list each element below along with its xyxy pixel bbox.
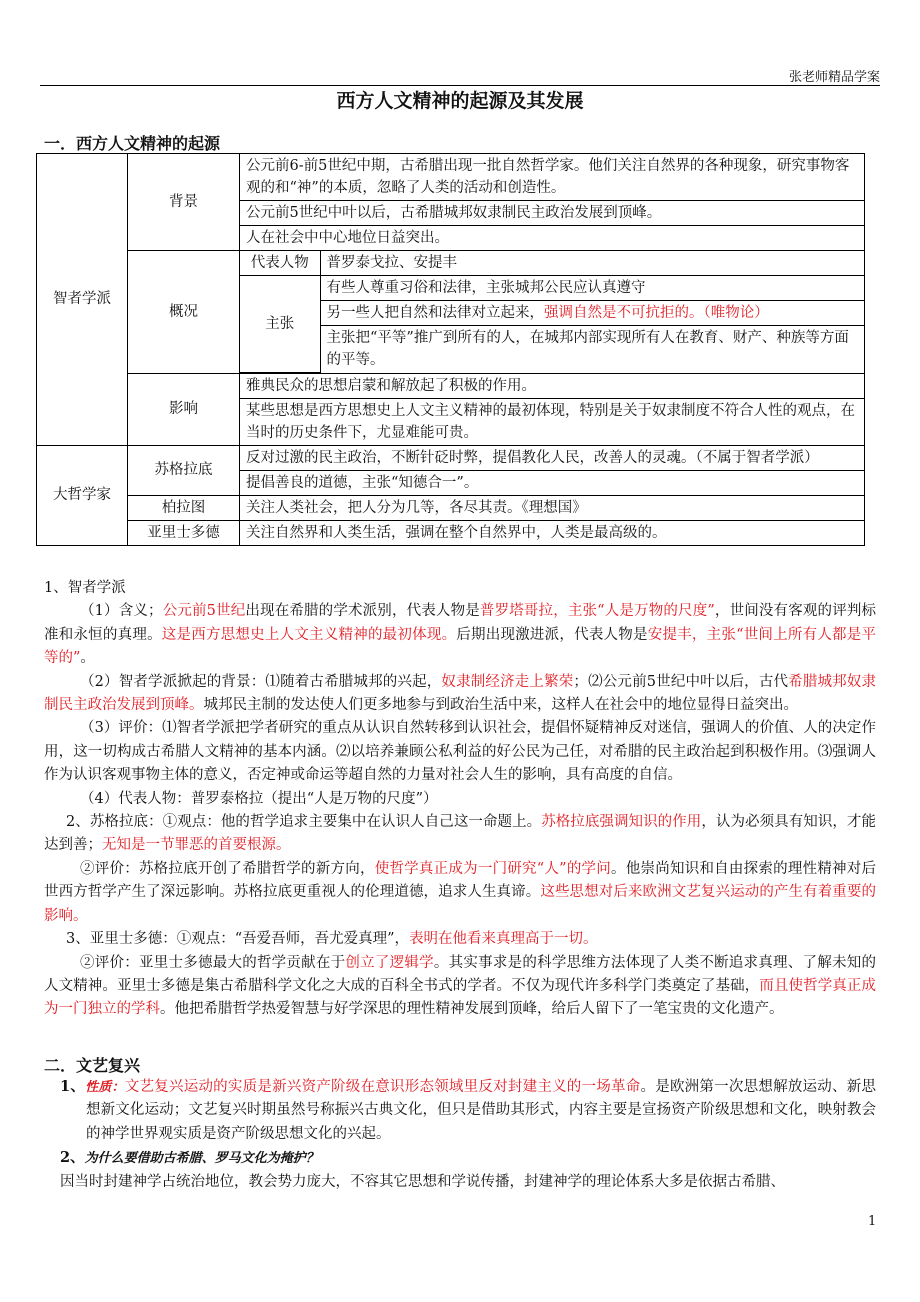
zhuzhang-label: 主张	[240, 276, 320, 373]
rep-value: 普罗泰戈拉、安提丰	[320, 251, 864, 276]
page-title: 西方人文精神的起源及其发展	[336, 90, 584, 112]
paragraph: 1、智者学派	[44, 580, 126, 596]
zhizhe-label: 智者学派	[37, 154, 128, 446]
section1-heading: 一．西方人文精神的起源	[44, 134, 221, 153]
table-cell: 公元前6-前5世纪中期，古希腊出现一批自然哲学家。他们关注自然界的各种现象，研究事物客观的和“神”的本质，忽略了人类的活动和创造性。	[240, 154, 865, 201]
paragraph: 2、为什么要借助古希腊、罗马文化为掩护？	[60, 1149, 319, 1167]
table-cell: 提倡善良的道德，主张“知德合一”。	[240, 470, 865, 495]
paragraph: 因当时封建神学占统治地位，教会势力庞大，不容其它思想和学说传播，封建神学的理论体系大多是依据古希腊、	[60, 1173, 785, 1190]
gaikuang-subtable	[240, 251, 864, 373]
paragraph: 3、亚里士多德：①观点：“吾爱吾师，吾尤爱真理”，表明在他看来真理高于一切。	[66, 931, 598, 948]
sgld-label: 苏格拉底	[128, 445, 240, 495]
rep-label: 代表人物	[240, 251, 320, 276]
paragraph: ②评价：苏格拉底开创了希腊哲学的新方向，使哲学真正成为一门研究“人”的学问。他崇尚知识和自由探索的理性精神对后世西方哲学产生了深远影响。苏格拉底更重视人的伦理道德，追求人生真谛。这些思想对后来欧洲文艺复兴运动的产生有着重要的影响。	[44, 860, 877, 924]
table-cell: 关注人类社会，把人分为几等，各尽其责。《理想国》	[240, 495, 865, 520]
section2-heading: 二．文艺复兴	[44, 1056, 141, 1075]
gaikuang-label: 概况	[128, 251, 240, 374]
paragraph: ②评价：亚里士多德最大的哲学贡献在于创立了逻辑学。其实事求是的科学思维方法体现了人类不断追求真理、了解未知的人文精神。亚里士多德是集古希腊科学文化之大成的百科全书式的学者。不仅为现代许多科学门类奠定了基础，而且使哲学真正成为一门独立的学科。他把希腊哲学热爱智慧与好学深思的理性精神发展到顶峰，给后人留下了一笔宝贵的文化遗产。	[44, 954, 877, 1018]
summary-table	[36, 153, 865, 546]
table-cell: 某些思想是西方思想史上人文主义精神的最初体现，特别是关于奴隶制度不符合人性的观点，在当时的历史条件下，尤显难能可贵。	[240, 398, 865, 445]
blt-label: 柏拉图	[128, 495, 240, 520]
table-cell: 另一些人把自然和法律对立起来，强调自然是不可抗拒的。（唯物论）	[320, 301, 864, 326]
beijing-label: 背景	[128, 154, 240, 251]
ylsdd-label: 亚里士多德	[128, 520, 240, 545]
yingxiang-label: 影响	[128, 373, 240, 445]
table-cell: 有些人尊重习俗和法律，主张城邦公民应认真遵守	[320, 276, 864, 301]
table-cell: 人在社会中中心地位日益突出。	[240, 226, 865, 251]
table-cell: 反对过激的民主政治，不断针砭时弊，提倡教化人民，改善人的灵魂。（不属于智者学派）	[240, 445, 865, 470]
header-label: 张老师精品学案	[788, 70, 880, 85]
table-cell: 雅典民众的思想启蒙和解放起了积极的作用。	[240, 373, 865, 398]
table-row	[37, 154, 865, 201]
table-row	[37, 520, 865, 545]
table-cell: 关注自然界和人类生活，强调在整个自然界中，人类是最高级的。	[240, 520, 865, 545]
paragraph: （2）智者学派掀起的背景：⑴随着古希腊城邦的兴起，奴隶制经济走上繁荣；⑵公元前5世纪中叶以后，古代希腊城邦奴隶制民主政治发展到顶峰。城邦民主制的发达使人们更多地参与到政治生活中来，这样人在社会中的地位显得日益突出。	[44, 673, 876, 714]
table-cell: 主张把“平等”推广到所有的人，在城邦内部实现所有人在教育、财产、种族等方面的平等。	[320, 326, 864, 373]
table-row	[37, 445, 865, 470]
table-row	[37, 495, 865, 520]
dazhexue-label: 大哲学家	[37, 445, 128, 545]
table-cell: 公元前5世纪中叶以后，古希腊城邦奴隶制民主政治发展到顶峰。	[240, 201, 865, 226]
paragraph: （4）代表人物：普罗泰格拉（提出“人是万物的尺度”）	[80, 790, 438, 807]
paragraph: （3）评价：⑴智者学派把学者研究的重点从认识自然转移到认识社会，提倡怀疑精神反对迷信，强调人的价值、人的决定作用，这一切构成古希腊人文精神的基本内涵。⑵以培养兼顾公私利益的好公民为己任，对希腊的民主政治起到积极作用。⑶强调人作为认识客观事物主体的意义，否定神或命运等超自然的力量对社会人生的影响，具有高度的自信。	[44, 720, 876, 784]
section2-body	[44, 1075, 876, 1194]
page-number: 1	[868, 1214, 877, 1229]
body-text	[44, 577, 876, 1022]
paragraph: 2、苏格拉底：①观点：他的哲学追求主要集中在认识人自己这一命题上。苏格拉底强调知识的作用，认为必须具有知识，才能达到善；无知是一节罪恶的首要根源。	[44, 814, 876, 854]
table-row	[37, 373, 865, 398]
paragraph: 1、性质：文艺复兴运动的实质是新兴资产阶级在意识形态领域里反对封建主义的一场革命。是欧洲第一次思想解放运动、新思想新文化运动；文艺复兴时期虽然号称振兴古典文化，但只是借助其形式，内容主要是宣扬资产阶级思想和文化，映射教会的神学世界观实质是资产阶级思想文化的兴起。	[60, 1078, 876, 1142]
paragraph: （1）含义；公元前5世纪出现在希腊的学术派别，代表人物是普罗塔哥拉，主张“人是万物的尺度”，世间没有客观的评判标准和永恒的真理。这是西方思想史上人文主义精神的最初体现。后期出现激进派，代表人物是安提丰，主张“世间上所有人都是平等的”。	[44, 603, 877, 667]
